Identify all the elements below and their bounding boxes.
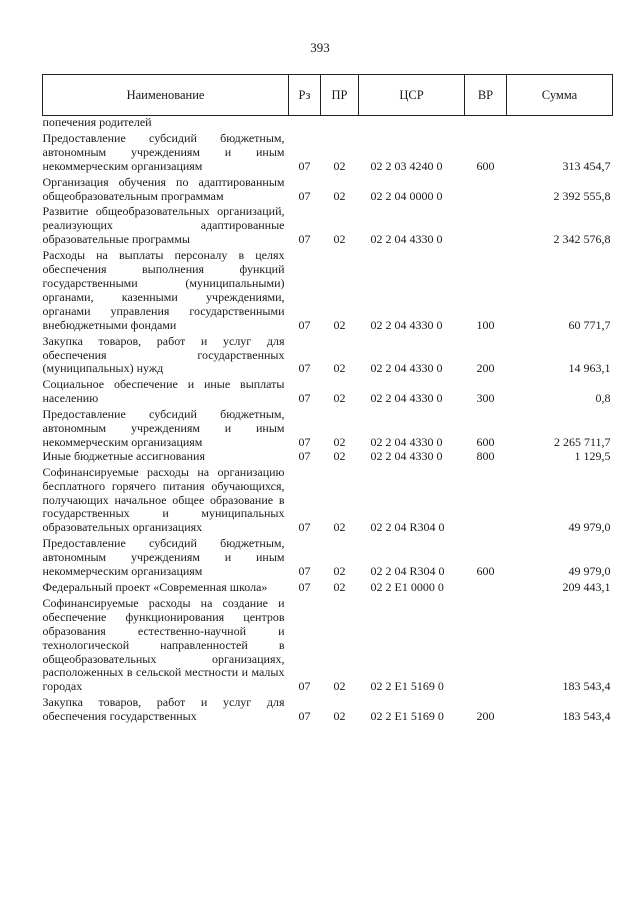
row-name: Предоставление субсидий бюджетным, автономным учреждениям и иным некоммерческим организациям <box>42 407 285 449</box>
row-csr: 02 2 E1 5169 0 <box>370 679 444 694</box>
row-vr <box>465 116 507 130</box>
column-header-csr: ЦСР <box>359 75 465 116</box>
row-pr: 02 <box>333 317 346 332</box>
table-row <box>43 247 613 332</box>
table-header <box>43 75 613 116</box>
table-body <box>43 116 613 725</box>
table-row <box>43 130 613 174</box>
table-row <box>43 579 613 595</box>
column-header-rz: Рз <box>289 75 321 116</box>
row-rz: 07 <box>298 709 311 724</box>
row-csr: 02 2 04 4330 0 <box>370 232 443 247</box>
row-pr: 02 <box>333 520 346 535</box>
row-rz: 07 <box>298 391 311 406</box>
row-vr <box>465 174 507 204</box>
row-vr <box>465 203 507 247</box>
row-name: Закупка товаров, работ и услуг для обеспечения государственных (муниципальных) нужд <box>42 333 285 376</box>
row-sum: 60 771,7 <box>568 317 611 332</box>
row-vr <box>465 464 507 536</box>
row-rz <box>289 116 321 130</box>
row-vr: 600 <box>476 158 495 173</box>
row-vr <box>465 595 507 694</box>
row-csr: 02 2 04 R304 0 <box>370 520 445 535</box>
row-pr: 02 <box>333 361 346 376</box>
row-name: Софинансируемые расходы на создание и обеспечение функционирования центров образования естественно-научной и технологической направленностей в общеобразовательных организациях, расположенных в сельской местности и малых городах <box>42 595 285 694</box>
row-pr: 02 <box>333 679 346 694</box>
row-name: Иные бюджетные ассигнования <box>42 448 205 463</box>
row-name: Расходы на выплаты персоналу в целях обеспечения выполнения функций государственными (муниципальными) органами, казенными учреждениями, органами управления государственными внебюджетными фондами <box>42 248 285 332</box>
page-number: 393 <box>310 40 330 55</box>
row-sum: 209 443,1 <box>562 580 611 594</box>
row-name: Федеральный проект «Современная школа» <box>42 580 268 594</box>
row-pr: 02 <box>333 232 346 247</box>
row-pr: 02 <box>333 580 346 594</box>
table-row <box>43 116 613 130</box>
table-row <box>43 464 613 536</box>
row-sum: 49 979,0 <box>568 520 611 535</box>
row-csr: 02 2 E1 5169 0 <box>370 709 444 724</box>
row-rz: 07 <box>298 679 311 694</box>
row-sum: 2 342 576,8 <box>553 232 611 247</box>
row-sum: 49 979,0 <box>568 564 611 579</box>
row-csr: 02 2 04 4330 0 <box>370 361 443 376</box>
row-rz: 07 <box>298 232 311 247</box>
row-pr: 02 <box>333 188 346 203</box>
row-name: Предоставление субсидий бюджетным, автономным учреждениям и иным некоммерческим организациям <box>42 536 285 579</box>
row-name: Социальное обеспечение и иные выплаты населению <box>42 377 285 406</box>
table-row <box>43 406 613 450</box>
row-name: Организация обучения по адаптированным общеобразовательным программам <box>42 174 285 203</box>
row-csr: 02 2 04 4330 0 <box>370 317 443 332</box>
row-csr: 02 2 03 4240 0 <box>370 158 443 173</box>
row-csr: 02 2 04 R304 0 <box>370 564 445 579</box>
row-vr: 600 <box>476 564 495 579</box>
row-rz: 07 <box>298 520 311 535</box>
row-name: Предоставление субсидий бюджетным, автономным учреждениям и иным некоммерческим организациям <box>42 130 285 173</box>
row-rz: 07 <box>298 361 311 376</box>
table-row <box>43 694 613 724</box>
table-row <box>43 376 613 406</box>
row-csr: 02 2 E1 0000 0 <box>370 580 444 594</box>
column-header-name: Наименование <box>43 75 289 116</box>
row-name: Закупка товаров, работ и услуг для обеспечения государственных <box>42 695 285 724</box>
row-pr <box>321 116 359 130</box>
row-csr <box>359 116 465 130</box>
row-vr: 200 <box>476 361 495 376</box>
table-row <box>43 595 613 694</box>
table-row <box>43 174 613 204</box>
row-rz: 07 <box>298 434 311 449</box>
row-pr: 02 <box>333 448 346 463</box>
row-vr: 300 <box>476 391 495 406</box>
table-row <box>43 535 613 579</box>
row-pr: 02 <box>333 434 346 449</box>
row-name: Развитие общеобразовательных организаций, реализующих адаптированные образовательные программы <box>42 204 285 247</box>
row-rz: 07 <box>298 580 311 594</box>
row-pr: 02 <box>333 709 346 724</box>
column-header-pr: ПР <box>321 75 359 116</box>
row-rz: 07 <box>298 158 311 173</box>
row-rz: 07 <box>298 188 311 203</box>
row-vr <box>465 579 507 595</box>
row-rz: 07 <box>298 317 311 332</box>
budget-table <box>42 74 613 724</box>
row-csr: 02 2 04 4330 0 <box>370 448 443 463</box>
row-sum: 313 454,7 <box>562 158 611 173</box>
row-name: попечения родителей <box>42 115 152 129</box>
row-sum <box>507 116 613 130</box>
row-pr: 02 <box>333 158 346 173</box>
row-rz: 07 <box>298 564 311 579</box>
row-sum: 183 543,4 <box>562 709 611 724</box>
row-vr: 600 <box>476 434 495 449</box>
table-row <box>43 333 613 377</box>
row-csr: 02 2 04 0000 0 <box>370 188 443 203</box>
row-sum: 2 265 711,7 <box>553 434 611 449</box>
row-sum: 14 963,1 <box>568 361 611 376</box>
row-sum: 0,8 <box>595 391 611 406</box>
row-rz: 07 <box>298 448 311 463</box>
column-header-vr: ВР <box>465 75 507 116</box>
table-row <box>43 450 613 464</box>
row-name: Софинансируемые расходы на организацию бесплатного горячего питания обучающихся, получающих начальное общее образование в государственных и муниципальных образовательных организациях <box>42 464 285 535</box>
row-csr: 02 2 04 4330 0 <box>370 391 443 406</box>
row-sum: 183 543,4 <box>562 679 611 694</box>
row-csr: 02 2 04 4330 0 <box>370 434 443 449</box>
table-row <box>43 203 613 247</box>
row-sum: 1 129,5 <box>574 448 611 463</box>
row-vr: 100 <box>476 317 495 332</box>
row-sum: 2 392 555,8 <box>553 188 611 203</box>
column-header-sum: Сумма <box>507 75 613 116</box>
row-pr: 02 <box>333 564 346 579</box>
row-vr: 800 <box>476 448 495 463</box>
row-vr: 200 <box>476 709 495 724</box>
row-pr: 02 <box>333 391 346 406</box>
